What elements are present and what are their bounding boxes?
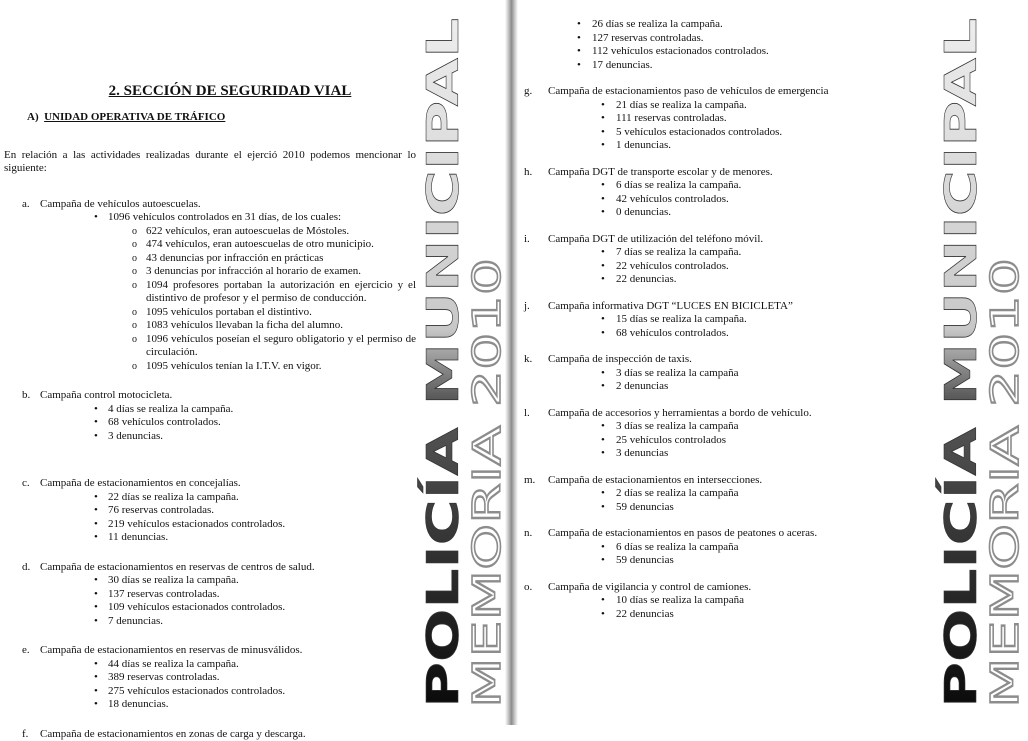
campaign-bullet: • 10 días se realiza la campaña: [548, 594, 924, 608]
campaign-label: Campaña de estacionamientos en reservas de minusválidos.: [40, 644, 416, 658]
campaign-item: [4, 389, 416, 443]
watermark-line2: MEMORIA 2010: [983, 258, 1027, 708]
campaign-marker: a.: [22, 198, 30, 212]
campaign-item: [524, 233, 924, 287]
campaign-bullet: • 0 denuncias.: [548, 206, 924, 220]
campaign-sub-item: o 1095 vehículos portaban el distintivo.: [40, 306, 416, 320]
campaign-marker: b.: [22, 389, 30, 403]
right-campaign-list: [524, 85, 924, 621]
campaign-bullet: • 11 denuncias.: [40, 531, 416, 545]
campaign-marker: c.: [22, 477, 30, 491]
watermark-line2: MEMORIA 2010: [465, 258, 509, 708]
campaign-bullet: • 25 vehículos controlados: [548, 434, 924, 448]
campaign-bullet: • 17 denuncias.: [524, 59, 924, 73]
campaign-label: Campaña de estacionamientos en concejalías.: [40, 477, 416, 491]
campaign-sub-item: o 43 denuncias por infracción en prácticas: [40, 252, 416, 266]
campaign-bullet: • 68 vehículos controlados.: [40, 416, 416, 430]
campaign-label: Campaña de estacionamientos en reservas de centros de salud.: [40, 561, 416, 575]
campaign-bullet: • 7 denuncias.: [40, 615, 416, 629]
campaign-label: Campaña control motocicleta.: [40, 389, 416, 403]
campaign-bullet: • 68 vehículos controlados.: [548, 327, 924, 341]
campaign-label: Campaña de estacionamientos en intersecciones.: [548, 474, 924, 488]
continuation-list: [524, 18, 924, 72]
campaign-item: [4, 477, 416, 545]
campaign-bullet: • 7 días se realiza la campaña.: [548, 246, 924, 260]
campaign-bullet: • 15 días se realiza la campaña.: [548, 313, 924, 327]
left-campaign-list: [4, 198, 416, 741]
campaign-item: [524, 407, 924, 461]
campaign-label: Campaña de accesorios y herramientas a bordo de vehículo.: [548, 407, 924, 421]
campaign-bullet: • 3 denuncias.: [40, 430, 416, 444]
campaign-label: Campaña de estacionamientos paso de vehículos de emergencia: [548, 85, 924, 99]
campaign-label: Campaña informativa DGT “LUCES EN BICICLETA”: [548, 300, 924, 314]
campaign-item: [4, 561, 416, 629]
campaign-bullet: • 22 denuncias: [548, 608, 924, 622]
campaign-item: [524, 353, 924, 394]
right-page-content: [524, 0, 924, 621]
campaign-marker: g.: [524, 85, 532, 99]
campaign-marker: h.: [524, 166, 532, 180]
campaign-item: [4, 198, 416, 374]
campaign-marker: f.: [22, 728, 28, 741]
campaign-label: Campaña de estacionamientos en pasos de peatones o aceras.: [548, 527, 924, 541]
campaign-bullet: • 4 días se realiza la campaña.: [40, 403, 416, 417]
campaign-bullet: • 112 vehículos estacionados controlados.: [524, 45, 924, 59]
campaign-bullet: • 30 días se realiza la campaña.: [40, 574, 416, 588]
campaign-label: Campaña DGT de utilización del teléfono móvil.: [548, 233, 924, 247]
right-page: [518, 0, 1024, 725]
campaign-bullet: • 137 reservas controladas.: [40, 588, 416, 602]
left-page: [0, 0, 505, 725]
campaign-label: Campaña de vigilancia y control de camiones.: [548, 581, 924, 595]
campaign-bullet: • 26 días se realiza la campaña.: [524, 18, 924, 32]
campaign-item: [524, 166, 924, 220]
campaign-bullet: • 22 vehículos controlados.: [548, 260, 924, 274]
campaign-bullet: • 76 reservas controladas.: [40, 504, 416, 518]
watermark-left: [420, 8, 510, 718]
campaign-item: [524, 300, 924, 341]
campaign-bullet: • 18 denuncias.: [40, 698, 416, 712]
campaign-label: Campaña DGT de transporte escolar y de menores.: [548, 166, 924, 180]
campaign-sub-item: o 622 vehículos, eran autoescuelas de Móstoles.: [40, 225, 416, 239]
campaign-item: [524, 581, 924, 622]
campaign-marker: i.: [524, 233, 530, 247]
watermark-logo-icon: [420, 8, 510, 718]
campaign-bullet: • 3 días se realiza la campaña: [548, 367, 924, 381]
campaign-bullet: • 21 días se realiza la campaña.: [548, 99, 924, 113]
campaign-item: [4, 644, 416, 712]
campaign-marker: k.: [524, 353, 532, 367]
intro-paragraph: En relación a las actividades realizadas durante el ejerció 2010 podemos mencionar lo siguiente:: [4, 149, 416, 176]
campaign-item: [524, 527, 924, 568]
campaign-bullet: • 109 vehículos estacionados controlados.: [40, 601, 416, 615]
watermark-line1: POLICÍA MUNICIPAL: [934, 18, 987, 708]
campaign-marker: j.: [524, 300, 530, 314]
campaign-bullet: • 59 denuncias: [548, 501, 924, 515]
campaign-sub-item: o 1094 profesores portaban la autorización en ejercicio y el distintivo de profesor y el permiso de conducción.: [40, 279, 416, 306]
section-title: 2. SECCIÓN DE SEGURIDAD VIAL: [44, 82, 416, 100]
left-page-content: [4, 0, 416, 741]
campaign-bullet: • 127 reservas controladas.: [524, 32, 924, 46]
campaign-item: [524, 474, 924, 515]
campaign-label: Campaña de vehículos autoescuelas.: [40, 198, 416, 212]
campaign-bullet: • 111 reservas controladas.: [548, 112, 924, 126]
campaign-item: [4, 728, 416, 741]
campaign-bullet: • 6 días se realiza la campaña: [548, 541, 924, 555]
watermark-logo-icon: [938, 8, 1028, 718]
campaign-item: [524, 85, 924, 153]
campaign-bullet: • 275 vehículos estacionados controlados.: [40, 685, 416, 699]
campaign-bullet: • 6 días se realiza la campaña.: [548, 179, 924, 193]
campaign-marker: o.: [524, 581, 532, 595]
campaign-bullet: • 1 denuncias.: [548, 139, 924, 153]
campaign-bullet: • 2 días se realiza la campaña: [548, 487, 924, 501]
campaign-bullet: • 2 denuncias: [548, 380, 924, 394]
campaign-sub-item: o 1095 vehículos tenían la I.T.V. en vigor.: [40, 360, 416, 374]
campaign-bullet: • 42 vehículos controlados.: [548, 193, 924, 207]
campaign-label: Campaña de inspección de taxis.: [548, 353, 924, 367]
campaign-sub-item: o 1096 vehículos poseían el seguro obligatorio y el permiso de circulación.: [40, 333, 416, 360]
campaign-bullet: • 3 denuncias: [548, 447, 924, 461]
watermark-line1: POLICÍA MUNICIPAL: [416, 18, 469, 708]
campaign-marker: m.: [524, 474, 535, 488]
campaign-bullet: • 3 días se realiza la campaña: [548, 420, 924, 434]
campaign-bullet: • 22 denuncias.: [548, 273, 924, 287]
campaign-marker: d.: [22, 561, 30, 575]
book-gutter: [505, 0, 518, 725]
subtitle-text: UNIDAD OPERATIVA DE TRÁFICO: [44, 111, 225, 123]
campaign-bullet: • 1096 vehículos controlados en 31 días, de los cuales:: [40, 211, 416, 225]
campaign-bullet: • 44 días se realiza la campaña.: [40, 658, 416, 672]
campaign-marker: e.: [22, 644, 30, 658]
watermark-right: [938, 8, 1028, 718]
campaign-marker: n.: [524, 527, 532, 541]
campaign-bullet: • 22 días se realiza la campaña.: [40, 491, 416, 505]
campaign-sub-item: o 1083 vehículos llevaban la ficha del alumno.: [40, 319, 416, 333]
campaign-bullet: • 5 vehículos estacionados controlados.: [548, 126, 924, 140]
campaign-bullet: • 59 denuncias: [548, 554, 924, 568]
campaign-sub-item: o 3 denuncias por infracción al horario de examen.: [40, 265, 416, 279]
campaign-sub-item: o 474 vehículos, eran autoescuelas de otro municipio.: [40, 238, 416, 252]
campaign-bullet: • 219 vehículos estacionados controlados.: [40, 518, 416, 532]
campaign-marker: l.: [524, 407, 530, 421]
subtitle-marker: A): [27, 111, 39, 123]
campaign-label: Campaña de estacionamientos en zonas de carga y descarga.: [40, 728, 416, 741]
campaign-bullet: • 389 reservas controladas.: [40, 671, 416, 685]
unit-subtitle: [27, 111, 416, 125]
